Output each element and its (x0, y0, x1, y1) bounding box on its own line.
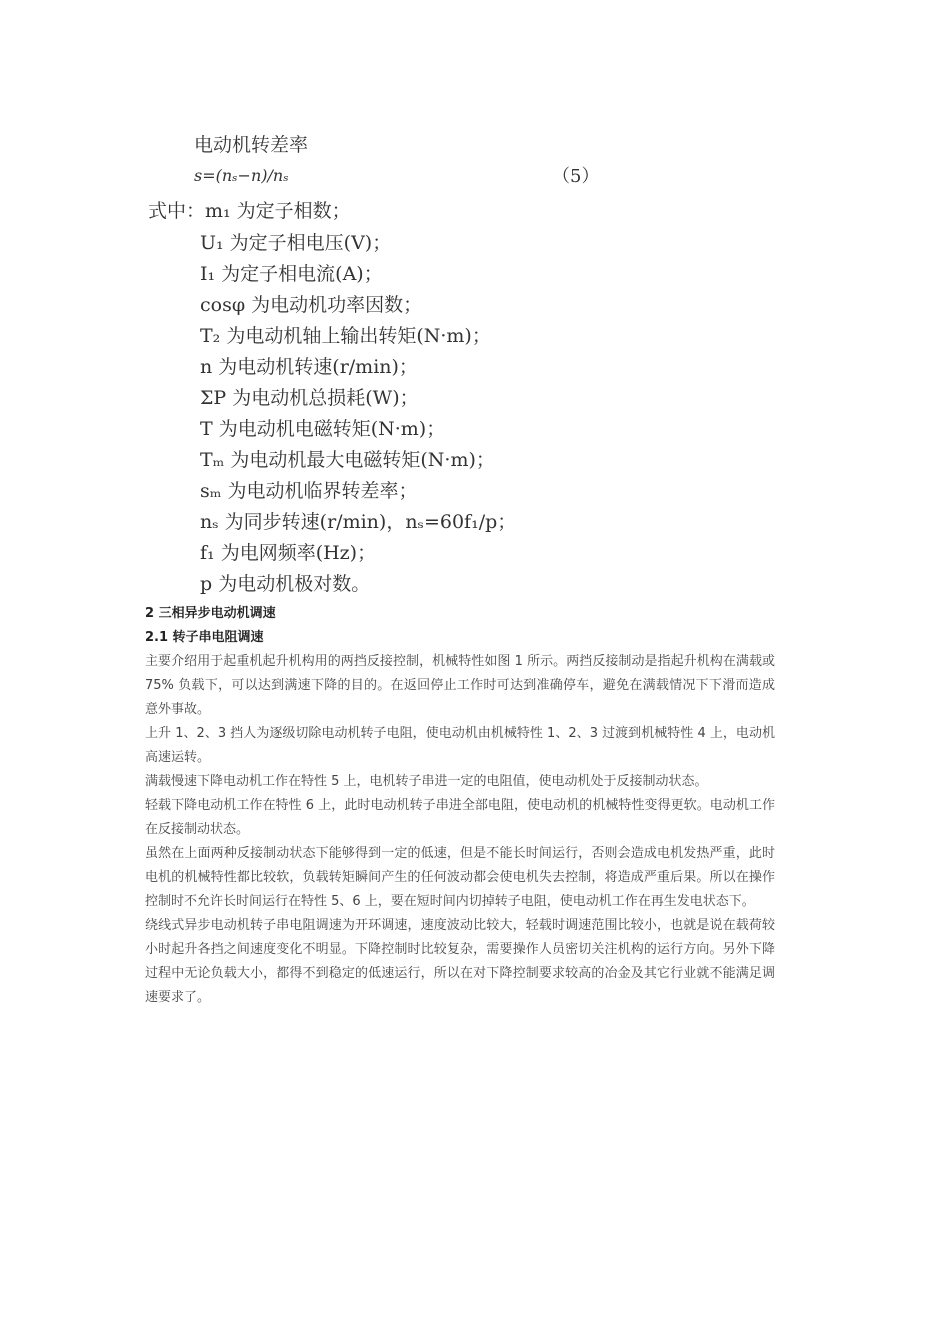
definition-item: p 为电动机极对数。 (200, 573, 371, 595)
subsection-heading: 2.1 转子串电阻调速 (145, 630, 264, 645)
definition-item: cosφ 为电动机功率因数； (200, 294, 423, 316)
slip-heading: 电动机转差率 (194, 134, 309, 156)
section-heading: 2 三相异步电动机调速 (145, 606, 276, 621)
definition-item: Tₘ 为电动机最大电磁转矩(N·m)； (200, 449, 495, 471)
paragraph: 绕线式异步电动机转子串电阻调速为开环调速，速度波动比较大，轻载时调速范围比较小，也就是说在载荷较小时起升各挡之间速度变化不明显。下降控制时比较复杂，需要操作人员密切关注机构的运行方向。另外下降过程中无论负载大小，都得不到稳定的低速运行，所以在对下降控制要求较高的冶金及其它行业就不能满足调速要求了。 (145, 918, 775, 1005)
paragraph: 主要介绍用于起重机起升机构用的两挡反接控制，机械特性如图 1 所示。两挡反接制动是指起升机构在满载或 75% 负载下，可以达到满速下降的目的。在返回停止工作时可达到准确停车，避免在满载情况下下滑而造成意外事故。 (145, 654, 775, 717)
paragraph: 轻载下降电动机工作在特性 6 上，此时电动机转子串进全部电阻，使电动机的机械特性变得更软。电动机工作在反接制动状态。 (145, 798, 775, 837)
paragraph: 上升 1、2、3 挡人为逐级切除电动机转子电阻，使电动机由机械特性 1、2、3 过渡到机械特性 4 上，电动机高速运转。 (145, 726, 775, 765)
definition-item: T 为电动机电磁转矩(N·m)； (200, 418, 446, 440)
definition-item: I₁ 为定子相电流(A)； (200, 263, 383, 285)
equation-number: （5） (552, 166, 600, 187)
definition-item: U₁ 为定子相电压(V)； (200, 232, 392, 254)
definition-item: nₛ 为同步转速(r/min)，nₛ=60f₁/p； (200, 511, 517, 533)
definition-item: sₘ 为电动机临界转差率； (200, 480, 418, 502)
article-body (145, 602, 775, 1010)
definitions-intro: 式中：m₁ 为定子相数； (148, 200, 351, 222)
definition-item: ΣP 为电动机总损耗(W)； (200, 387, 419, 409)
definition-item: f₁ 为电网频率(Hz)； (200, 542, 377, 564)
paragraph: 满载慢速下降电动机工作在特性 5 上，电机转子串进一定的电阻值，使电动机处于反接制动状态。 (145, 774, 708, 789)
paragraph: 虽然在上面两种反接制动状态下能够得到一定的低速，但是不能长时间运行，否则会造成电机发热严重，此时电机的机械特性都比较软，负载转矩瞬间产生的任何波动都会使电机失去控制，将造成严重后果。所以在操作控制时不允许长时间运行在特性 5、6 上，要在短时间内切掉转子电阻，使电动机工作在再生发电状态下。 (145, 846, 775, 909)
scanned-formula-excerpt (148, 122, 600, 595)
definition-item: n 为电动机转速(r/min)； (200, 356, 418, 378)
definition-item: T₂ 为电动机轴上输出转矩(N·m)； (200, 325, 491, 347)
slip-formula: s=(nₛ−n)/nₛ (194, 166, 289, 185)
